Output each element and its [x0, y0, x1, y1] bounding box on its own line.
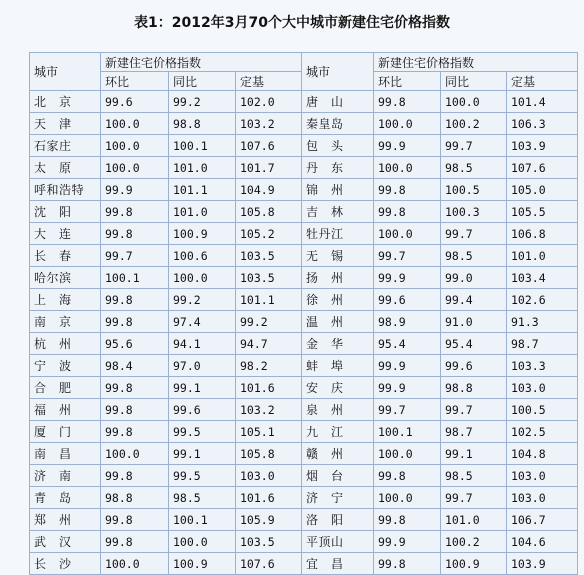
table-row: [30, 289, 578, 311]
yoy-cell: 98.8: [169, 113, 236, 135]
city-cell: 蚌 埠: [302, 355, 374, 377]
base-cell: 106.7: [507, 509, 578, 531]
yoy-cell: 100.3: [441, 201, 507, 223]
city-cell: 吉 林: [302, 201, 374, 223]
yoy-cell: 99.7: [441, 487, 507, 509]
header-row-1: [30, 53, 578, 72]
mom-header-left: 环比: [101, 72, 169, 91]
yoy-cell: 98.5: [441, 465, 507, 487]
mom-cell: 100.0: [101, 553, 169, 575]
yoy-cell: 100.9: [169, 223, 236, 245]
mom-cell: 99.7: [374, 399, 441, 421]
table-row: [30, 245, 578, 267]
mom-cell: 99.9: [374, 355, 441, 377]
base-cell: 101.1: [236, 289, 302, 311]
city-cell: 合 肥: [30, 377, 101, 399]
city-cell: 安 庆: [302, 377, 374, 399]
base-cell: 99.2: [236, 311, 302, 333]
base-cell: 98.7: [507, 333, 578, 355]
city-cell: 秦皇岛: [302, 113, 374, 135]
mom-cell: 100.0: [374, 443, 441, 465]
table-row: [30, 487, 578, 509]
city-cell: 扬 州: [302, 267, 374, 289]
yoy-cell: 100.9: [441, 553, 507, 575]
mom-cell: 99.8: [101, 289, 169, 311]
mom-cell: 100.1: [101, 267, 169, 289]
yoy-cell: 99.4: [441, 289, 507, 311]
base-cell: 102.0: [236, 91, 302, 113]
mom-cell: 100.0: [101, 135, 169, 157]
yoy-cell: 99.7: [441, 135, 507, 157]
base-cell: 103.2: [236, 399, 302, 421]
city-cell: 长 春: [30, 245, 101, 267]
base-cell: 104.8: [507, 443, 578, 465]
mom-cell: 99.9: [101, 179, 169, 201]
table-row: [30, 443, 578, 465]
yoy-cell: 100.1: [169, 135, 236, 157]
yoy-cell: 101.0: [169, 201, 236, 223]
mom-cell: 99.8: [101, 531, 169, 553]
base-cell: 103.0: [236, 465, 302, 487]
city-header-right: 城市: [302, 53, 374, 91]
city-cell: 杭 州: [30, 333, 101, 355]
mom-cell: 99.7: [374, 245, 441, 267]
mom-cell: 100.0: [101, 157, 169, 179]
table-row: [30, 311, 578, 333]
mom-cell: 95.4: [374, 333, 441, 355]
city-cell: 郑 州: [30, 509, 101, 531]
base-cell: 101.7: [236, 157, 302, 179]
mom-cell: 99.9: [374, 531, 441, 553]
yoy-cell: 100.2: [441, 113, 507, 135]
base-cell: 106.8: [507, 223, 578, 245]
mom-cell: 99.8: [374, 509, 441, 531]
mom-cell: 95.6: [101, 333, 169, 355]
mom-cell: 98.8: [101, 487, 169, 509]
mom-cell: 99.8: [374, 553, 441, 575]
yoy-cell: 97.0: [169, 355, 236, 377]
table-row: [30, 355, 578, 377]
mom-cell: 99.6: [374, 289, 441, 311]
yoy-header-left: 同比: [169, 72, 236, 91]
base-cell: 103.5: [236, 245, 302, 267]
base-cell: 102.5: [507, 421, 578, 443]
base-cell: 103.0: [507, 465, 578, 487]
table-row: [30, 201, 578, 223]
base-cell: 101.6: [236, 377, 302, 399]
mom-cell: 100.0: [374, 113, 441, 135]
city-cell: 南 京: [30, 311, 101, 333]
base-cell: 105.5: [507, 201, 578, 223]
yoy-cell: 99.1: [441, 443, 507, 465]
base-cell: 101.4: [507, 91, 578, 113]
base-cell: 98.2: [236, 355, 302, 377]
mom-cell: 99.8: [101, 465, 169, 487]
yoy-cell: 100.5: [441, 179, 507, 201]
base-header-left: 定基: [236, 72, 302, 91]
mom-cell: 100.0: [374, 223, 441, 245]
base-cell: 104.9: [236, 179, 302, 201]
mom-header-right: 环比: [374, 72, 441, 91]
yoy-cell: 98.8: [441, 377, 507, 399]
base-cell: 103.9: [507, 135, 578, 157]
base-cell: 103.5: [236, 267, 302, 289]
mom-cell: 99.8: [374, 91, 441, 113]
base-cell: 103.4: [507, 267, 578, 289]
base-cell: 107.6: [236, 553, 302, 575]
table-row: [30, 531, 578, 553]
mom-cell: 99.9: [374, 267, 441, 289]
base-cell: 105.2: [236, 223, 302, 245]
base-cell: 100.5: [507, 399, 578, 421]
yoy-cell: 101.0: [441, 509, 507, 531]
city-cell: 烟 台: [302, 465, 374, 487]
base-cell: 106.3: [507, 113, 578, 135]
city-cell: 天 津: [30, 113, 101, 135]
yoy-cell: 95.4: [441, 333, 507, 355]
base-cell: 94.7: [236, 333, 302, 355]
city-cell: 泉 州: [302, 399, 374, 421]
yoy-cell: 101.0: [169, 157, 236, 179]
yoy-cell: 91.0: [441, 311, 507, 333]
city-cell: 北 京: [30, 91, 101, 113]
city-cell: 宁 波: [30, 355, 101, 377]
city-cell: 温 州: [302, 311, 374, 333]
mom-cell: 100.0: [374, 157, 441, 179]
yoy-cell: 100.0: [169, 531, 236, 553]
base-cell: 103.5: [236, 531, 302, 553]
table-row: [30, 509, 578, 531]
city-cell: 上 海: [30, 289, 101, 311]
yoy-cell: 100.0: [169, 267, 236, 289]
city-cell: 大 连: [30, 223, 101, 245]
city-cell: 平顶山: [302, 531, 374, 553]
price-index-table: [29, 52, 578, 575]
city-cell: 丹 东: [302, 157, 374, 179]
city-cell: 宜 昌: [302, 553, 374, 575]
index-group-header-left: 新建住宅价格指数: [101, 53, 302, 72]
base-cell: 102.6: [507, 289, 578, 311]
yoy-cell: 98.5: [169, 487, 236, 509]
base-cell: 104.6: [507, 531, 578, 553]
city-cell: 金 华: [302, 333, 374, 355]
base-cell: 101.0: [507, 245, 578, 267]
mom-cell: 99.6: [101, 91, 169, 113]
mom-cell: 99.8: [101, 223, 169, 245]
yoy-cell: 99.2: [169, 91, 236, 113]
yoy-cell: 99.6: [169, 399, 236, 421]
table-row: [30, 399, 578, 421]
city-cell: 徐 州: [302, 289, 374, 311]
mom-cell: 99.8: [101, 377, 169, 399]
base-cell: 103.2: [236, 113, 302, 135]
table-row: [30, 223, 578, 245]
base-cell: 103.9: [507, 553, 578, 575]
city-cell: 锦 州: [302, 179, 374, 201]
city-cell: 厦 门: [30, 421, 101, 443]
mom-cell: 100.0: [101, 113, 169, 135]
mom-cell: 99.8: [374, 201, 441, 223]
table-row: [30, 113, 578, 135]
mom-cell: 99.8: [101, 311, 169, 333]
yoy-cell: 99.0: [441, 267, 507, 289]
table-row: [30, 333, 578, 355]
yoy-cell: 98.5: [441, 245, 507, 267]
table-row: [30, 465, 578, 487]
city-cell: 长 沙: [30, 553, 101, 575]
table-row: [30, 157, 578, 179]
mom-cell: 99.8: [101, 399, 169, 421]
yoy-cell: 99.5: [169, 421, 236, 443]
index-group-header-right: 新建住宅价格指数: [374, 53, 578, 72]
city-cell: 武 汉: [30, 531, 101, 553]
mom-cell: 98.4: [101, 355, 169, 377]
city-cell: 包 头: [302, 135, 374, 157]
mom-cell: 99.9: [374, 377, 441, 399]
mom-cell: 99.8: [374, 179, 441, 201]
mom-cell: 99.8: [101, 201, 169, 223]
city-cell: 哈尔滨: [30, 267, 101, 289]
city-cell: 九 江: [302, 421, 374, 443]
mom-cell: 100.0: [374, 487, 441, 509]
city-cell: 济 宁: [302, 487, 374, 509]
base-cell: 103.3: [507, 355, 578, 377]
base-header-right: 定基: [507, 72, 578, 91]
base-cell: 91.3: [507, 311, 578, 333]
yoy-cell: 98.5: [441, 157, 507, 179]
city-cell: 洛 阳: [302, 509, 374, 531]
yoy-cell: 97.4: [169, 311, 236, 333]
city-cell: 济 南: [30, 465, 101, 487]
base-cell: 105.8: [236, 443, 302, 465]
base-cell: 105.0: [507, 179, 578, 201]
yoy-cell: 99.2: [169, 289, 236, 311]
city-cell: 南 昌: [30, 443, 101, 465]
table-row: [30, 377, 578, 399]
city-cell: 赣 州: [302, 443, 374, 465]
yoy-cell: 100.1: [169, 509, 236, 531]
yoy-cell: 100.9: [169, 553, 236, 575]
table-row: [30, 135, 578, 157]
base-cell: 107.6: [236, 135, 302, 157]
base-cell: 105.1: [236, 421, 302, 443]
city-cell: 唐 山: [302, 91, 374, 113]
city-cell: 呼和浩特: [30, 179, 101, 201]
base-cell: 105.9: [236, 509, 302, 531]
mom-cell: 98.9: [374, 311, 441, 333]
yoy-cell: 99.1: [169, 377, 236, 399]
yoy-cell: 100.2: [441, 531, 507, 553]
city-cell: 石家庄: [30, 135, 101, 157]
yoy-cell: 100.6: [169, 245, 236, 267]
table-title: 表1：2012年3月70个大中城市新建住宅价格指数: [134, 15, 450, 31]
table-row: [30, 421, 578, 443]
mom-cell: 99.7: [101, 245, 169, 267]
table-row: [30, 553, 578, 575]
base-cell: 107.6: [507, 157, 578, 179]
base-cell: 103.0: [507, 377, 578, 399]
yoy-cell: 99.5: [169, 465, 236, 487]
yoy-cell: 100.0: [441, 91, 507, 113]
city-header-left: 城市: [30, 53, 101, 91]
mom-cell: 100.1: [374, 421, 441, 443]
mom-cell: 99.9: [374, 135, 441, 157]
table-row: [30, 179, 578, 201]
city-cell: 沈 阳: [30, 201, 101, 223]
yoy-header-right: 同比: [441, 72, 507, 91]
mom-cell: 99.8: [101, 421, 169, 443]
table-row: [30, 267, 578, 289]
yoy-cell: 99.1: [169, 443, 236, 465]
yoy-cell: 99.6: [441, 355, 507, 377]
yoy-cell: 98.7: [441, 421, 507, 443]
city-cell: 青 岛: [30, 487, 101, 509]
mom-cell: 100.0: [101, 443, 169, 465]
mom-cell: 99.8: [374, 465, 441, 487]
table-row: [30, 91, 578, 113]
yoy-cell: 94.1: [169, 333, 236, 355]
yoy-cell: 101.1: [169, 179, 236, 201]
city-cell: 牡丹江: [302, 223, 374, 245]
city-cell: 福 州: [30, 399, 101, 421]
base-cell: 103.0: [507, 487, 578, 509]
base-cell: 101.6: [236, 487, 302, 509]
base-cell: 105.8: [236, 201, 302, 223]
city-cell: 无 锡: [302, 245, 374, 267]
yoy-cell: 99.7: [441, 399, 507, 421]
yoy-cell: 99.7: [441, 223, 507, 245]
city-cell: 太 原: [30, 157, 101, 179]
mom-cell: 99.8: [101, 509, 169, 531]
